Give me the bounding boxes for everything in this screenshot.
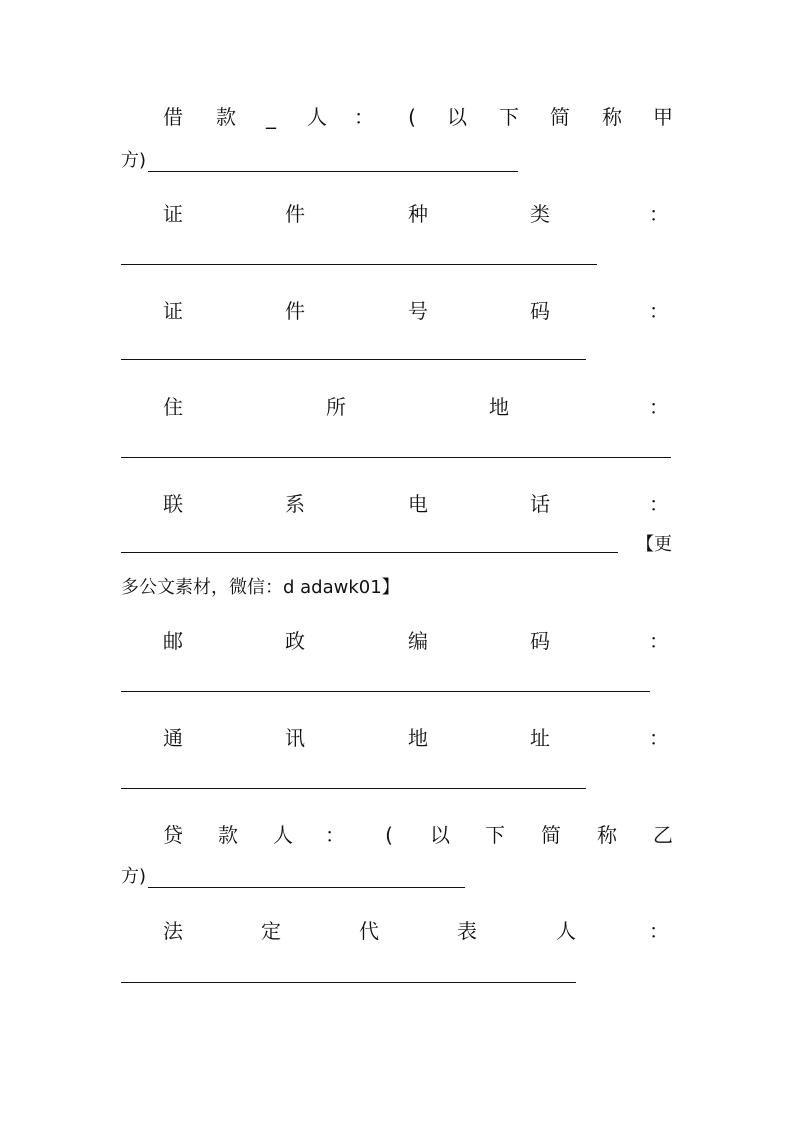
char: ：	[649, 629, 669, 653]
char: 款	[218, 823, 238, 847]
id-number-label-line	[0, 296, 793, 326]
char: ：	[649, 919, 669, 943]
borrower-label-line	[0, 102, 793, 132]
mailing-address-label-line	[0, 723, 793, 753]
char: ：	[649, 492, 669, 516]
char: ：	[649, 299, 669, 323]
id-type-label-line	[0, 199, 793, 229]
char: 地	[489, 395, 509, 419]
char: 下	[499, 105, 519, 129]
char: 表	[457, 919, 477, 943]
char: 所	[326, 395, 346, 419]
char: 下	[485, 823, 505, 847]
char: ：	[325, 823, 345, 847]
address-fill-line[interactable]	[121, 457, 671, 458]
char: 简	[550, 105, 570, 129]
char: 人	[307, 105, 327, 129]
char: 码	[530, 629, 550, 653]
lender-continuation: 方)	[121, 866, 147, 887]
char: 讯	[285, 726, 305, 750]
char: (	[385, 823, 393, 847]
char: 件	[285, 202, 305, 226]
phone-blank-line	[0, 530, 793, 560]
char: 款	[216, 105, 236, 129]
char: 称	[602, 105, 622, 129]
char: 以	[447, 105, 467, 129]
char: 证	[163, 299, 183, 323]
char: (	[408, 105, 416, 129]
id-type-fill-line[interactable]	[121, 264, 597, 265]
borrower-blank-line	[0, 146, 793, 176]
char: 电	[408, 492, 428, 516]
char: 甲	[653, 105, 673, 129]
char: 类	[530, 202, 550, 226]
char: 地	[408, 726, 428, 750]
address-label-line	[0, 392, 793, 422]
char: 法	[163, 919, 183, 943]
char: 人	[273, 823, 293, 847]
legal-representative-fill-line[interactable]	[121, 982, 576, 983]
char: 简	[541, 823, 561, 847]
lender-fill-line[interactable]	[148, 887, 465, 888]
promo-line	[0, 573, 793, 603]
char: 政	[285, 629, 305, 653]
char: 码	[530, 299, 550, 323]
char: 联	[163, 492, 183, 516]
char: ：	[354, 105, 374, 129]
char: 址	[530, 726, 550, 750]
lender-label-line	[0, 820, 793, 850]
char: 代	[359, 919, 379, 943]
char: 号	[408, 299, 428, 323]
phone-label-line	[0, 489, 793, 519]
promo-text: 多公文素材，微信：d adawk01】	[121, 577, 400, 598]
char: 邮	[163, 629, 183, 653]
char: 编	[408, 629, 428, 653]
mailing-address-fill-line[interactable]	[121, 788, 586, 789]
postal-code-label-line	[0, 626, 793, 656]
char: 种	[408, 202, 428, 226]
char: 话	[530, 492, 550, 516]
promo-text-start: 【更	[636, 534, 672, 555]
lender-blank-line	[0, 862, 793, 892]
phone-fill-line[interactable]	[121, 552, 618, 553]
char: ：	[649, 726, 669, 750]
char: 证	[163, 202, 183, 226]
char: 系	[285, 492, 305, 516]
char: 借	[163, 105, 183, 129]
char: 贷	[163, 823, 183, 847]
char: 定	[261, 919, 281, 943]
char: 以	[430, 823, 450, 847]
borrower-continuation: 方)	[121, 150, 147, 171]
char: _	[266, 105, 276, 129]
char: ：	[649, 395, 669, 419]
char: 通	[163, 726, 183, 750]
borrower-fill-line[interactable]	[148, 171, 518, 172]
char: 人	[556, 919, 576, 943]
id-number-fill-line[interactable]	[121, 359, 586, 360]
char: ：	[649, 202, 669, 226]
char: 住	[163, 395, 183, 419]
char: 乙	[653, 823, 673, 847]
legal-representative-label-line	[0, 916, 793, 946]
char: 称	[597, 823, 617, 847]
postal-code-fill-line[interactable]	[121, 691, 650, 692]
char: 件	[285, 299, 305, 323]
